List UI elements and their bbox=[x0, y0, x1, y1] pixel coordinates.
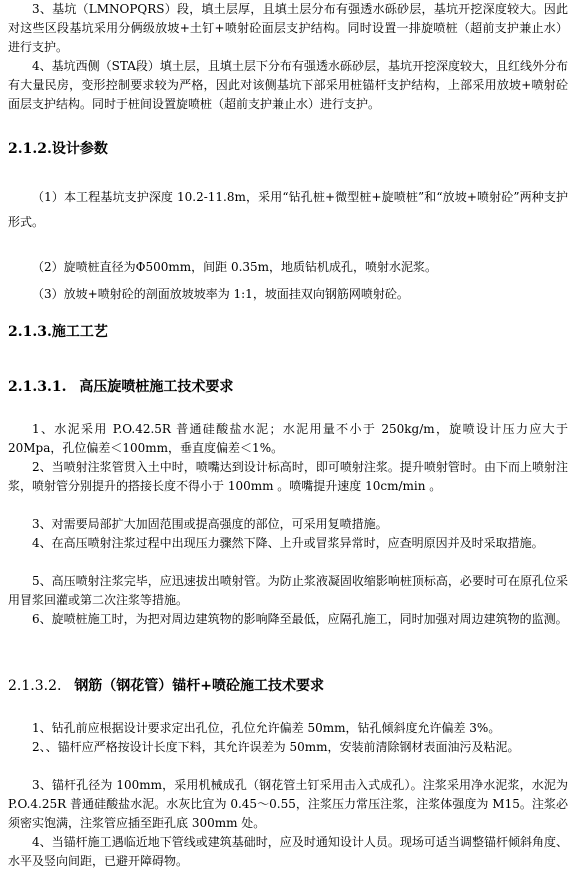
section-heading-2-1-3: 2.1.3.施工工艺 bbox=[8, 324, 108, 340]
jet-grouting-item-1: 1、水泥采用 P.O.42.5R 普通硅酸盐水泥；水泥用量不小于 250kg/m，旋喷设计压力应大于 20Mpa，孔位偏差＜100mm，垂直度偏差＜1%。 bbox=[8, 422, 568, 455]
section-number: 2.1.3.1. bbox=[8, 379, 67, 395]
section-title: 高压旋喷桩施工技术要求 bbox=[79, 379, 234, 395]
anchor-item-2: 2、、锚杆应严格按设计长度下料，其允许误差为 50mm，安装前清除钢材表面油污及粘泥。 bbox=[32, 740, 520, 754]
design-param-1: （1）本工程基坑支护深度 10.2-11.8m，采用“钻孔桩+微型桩+旋喷桩”和“放坡+喷射砼”两种支护形式。 bbox=[8, 190, 568, 229]
section-heading-2-1-3-1 bbox=[8, 376, 233, 396]
anchor-item-4: 4、当锚杆施工遇临近地下管线或建筑基础时，应及时通知设计人员。现场可适当调整锚杆倾斜角度、水平及竖向间距，已避开障碍物。 bbox=[8, 835, 568, 868]
jet-grouting-item-2: 2、当喷射注浆管贯入土中时，喷嘴达到设计标高时，即可喷射注浆。提升喷射管时。由下而上喷射注浆，喷射管分别提升的搭接长度不得小于 100mm 。喷嘴提升速度 10cm/min 。 bbox=[8, 460, 568, 493]
anchor-item-3: 3、锚杆孔径为 100mm，采用机械成孔（钢花管土钉采用击入式成孔）。注浆采用净水泥浆，水泥为 P.O.4.25R 普通硅酸盐水泥。水灰比宜为 0.45～0.55，注浆压力常压注浆，注浆体强度为 M15。注浆必须密实饱满，注浆管应插至距孔底 300mm 处。 bbox=[8, 778, 568, 830]
design-param-3: （3）放坡+喷射砼的剖面放坡坡率为 1:1，坡面挂双向钢筋网喷射砼。 bbox=[32, 287, 409, 301]
jet-grouting-item-3: 3、对需要局部扩大加固范围或提高强度的部位，可采用复喷措施。 bbox=[32, 517, 388, 531]
section-heading-2-1-3-2 bbox=[8, 675, 324, 695]
section-heading-2-1-2: 2.1.2.设计参数 bbox=[8, 141, 108, 157]
design-param-2: （2）旋喷桩直径为Φ500mm，间距 0.35m，地质钻机成孔，喷射水泥浆。 bbox=[32, 260, 438, 274]
section-number: 2.1.3.2. bbox=[8, 678, 62, 694]
jet-grouting-item-4: 4、在高压喷射注浆过程中出现压力骤然下降、上升或冒浆异常时，应查明原因并及时采取措施。 bbox=[32, 536, 544, 550]
section-title: 钢筋（钢花管）锚杆+喷砼施工技术要求 bbox=[74, 678, 325, 694]
jet-grouting-item-5: 5、高压喷射注浆完毕，应迅速拔出喷射管。为防止浆液凝固收缩影响桩顶标高，必要时可在原孔位采用冒浆回灌或第二次注浆等措施。 bbox=[8, 574, 568, 607]
jet-grouting-item-6: 6、旋喷桩施工时，为把对周边建筑物的影响降至最低，应隔孔施工，同时加强对周边建筑物的监测。 bbox=[32, 612, 568, 626]
intro-paragraph-4: 4、基坑西侧（STA段）填土层，且填土层下分布有强透水砾砂层，基坑开挖深度较大，且红线外分布有大量民房，变形控制要求较为严格，因此对该侧基坑下部采用桩锚杆支护结构，上部采用放坡+喷射砼面层支护结构。同时于桩间设置旋喷桩（超前支护兼止水）进行支护。 bbox=[8, 59, 568, 111]
intro-paragraph-3: 3、基坑（LMNOPQRS）段，填土层厚，且填土层分布有强透水砾砂层，基坑开挖深度较大。因此对这些区段基坑采用分俩级放坡+土钉+喷射砼面层支护结构。同时设置一排旋喷桩（超前支护兼止水）进行支护。 bbox=[8, 2, 568, 54]
anchor-item-1: 1、钻孔前应根据设计要求定出孔位，孔位允许偏差 50mm，钻孔倾斜度允许偏差 3%。 bbox=[32, 721, 501, 735]
